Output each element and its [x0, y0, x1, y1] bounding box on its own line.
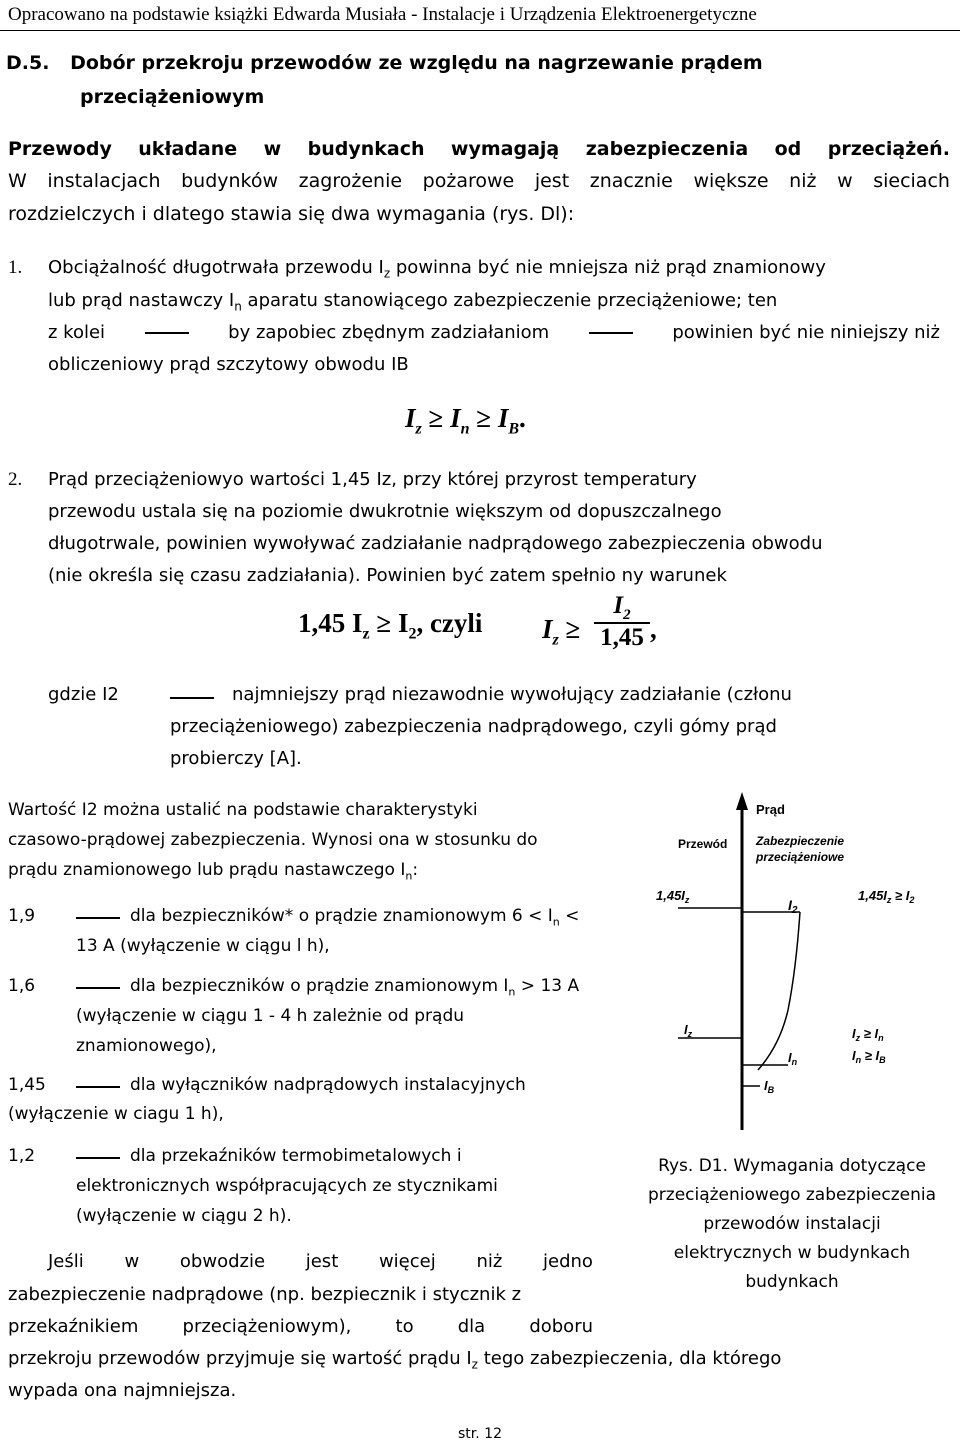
- gdzie-line-3: probierczy [A].: [170, 748, 302, 769]
- closing-line-2: zabezpieczenie nadprądowe (np. bezpiecznik i stycznik z: [8, 1284, 522, 1305]
- formula-iz-in-ib: $I_z \ge I_n \ge I_B$.: [405, 403, 526, 438]
- item-line: dla bezpieczników* o prądzie znamionowym $6 < I_n$ <: [130, 906, 580, 929]
- formula-czyli-lhs: $I_z$ ≥: [542, 614, 581, 649]
- req1-number: 1.: [8, 257, 23, 278]
- item-value: 1,45: [8, 1075, 46, 1095]
- intro-line-1: Przewody układane w budynkach wymagają zabezpieczenia od przeciążeń.: [8, 138, 950, 160]
- bracket-curve: [758, 912, 800, 1070]
- cond-in-ib: $I_n \ge I_B$: [852, 1048, 886, 1065]
- formula-145-iz: 1,45 $I_z \ge I_2$, czyli: [298, 608, 483, 643]
- formula-end: ,: [650, 614, 657, 644]
- req2-line-2: przewodu ustala się na poziomie dwukrotnie większym od dopuszczalnego: [48, 501, 722, 522]
- column-przewod: Przewód: [678, 837, 728, 851]
- page-number: str. 12: [458, 1426, 502, 1442]
- em-dash: [76, 1157, 120, 1159]
- label-iz: $I_z$: [684, 1022, 693, 1039]
- column-zabezpieczenie-2: przeciążeniowe: [756, 850, 845, 864]
- item-line: (wyłączenie w ciągu 1 - 4 h zależnie od prądu: [76, 1006, 465, 1026]
- closing-line-5: wypada ona najmniejsza.: [8, 1380, 237, 1401]
- req1-line-1: Obciążalność długotrwała przewodu $I_z$ powinna być nie mniejsza niż prąd znamionowy: [48, 257, 826, 281]
- em-dash: [76, 987, 120, 989]
- gdzie-line-2: przeciążeniowego) zabezpieczenia nadprądowego, czyli gómy prąd: [170, 716, 777, 737]
- section-title-line2: przeciążeniowym: [80, 86, 265, 108]
- req1-line-2: lub prąd nastawczy $I_n$ aparatu stanowiącego zabezpieczenie przeciążeniowe; ten: [48, 290, 778, 314]
- em-dash: [76, 917, 120, 919]
- running-header: Opracowano na podstawie książki Edwarda Musiała - Instalacje i Urządzenia Elektroenergetyczne: [8, 4, 757, 25]
- item-line: (wyłączenie w ciągu 2 h).: [76, 1206, 292, 1226]
- section-heading: [6, 52, 763, 74]
- column-zabezpieczenie-1: Zabezpieczenie: [756, 834, 845, 848]
- req2-line-3: długotrwale, powinien wywoływać zadziałanie nadprądowego zabezpieczenia obwodu: [48, 533, 823, 554]
- intro-line-3: rozdzielczych i dlatego stawia się dwa wymagania (rys. Dl):: [8, 203, 575, 225]
- item-value: 1,6: [8, 976, 36, 996]
- req2-number: 2.: [8, 469, 23, 490]
- intro-line-2: W instalacjach budynków zagrożenie pożarowe jest znacznie większe niż w sieciach: [8, 170, 950, 192]
- axis-arrow-icon: [736, 792, 748, 810]
- item-value: 1,9: [8, 906, 36, 926]
- fraction-numerator: $I_2$: [613, 592, 631, 623]
- closing-line-3: przekaźnikiem przeciążeniowym), to dla doboru: [8, 1316, 593, 1337]
- item-value: 1,2: [8, 1146, 36, 1166]
- header-rule: [0, 30, 960, 31]
- figure-caption: Rys. D1. Wymagania dotyczące przeciążeniowego zabezpieczenia przewodów instalacji elektrycznych w budynkach budynkach: [647, 1156, 937, 1292]
- closing-line-1: Jeśli w obwodzie jest więcej niż jedno: [48, 1251, 593, 1272]
- fraction: [594, 592, 650, 652]
- cond-145iz-i2: $1,45I_z \ge I_2$: [858, 888, 915, 905]
- wartosc-line-3: prądu znamionowego lub prądu nastawczego $I_n$:: [8, 860, 419, 883]
- item-line: elektronicznych współpracujących ze stycznikami: [76, 1176, 498, 1196]
- item-line: (wyłączenie w ciagu 1 h),: [8, 1104, 224, 1124]
- section-title-line1: Dobór przekroju przewodów ze względu na nagrzewanie prądem: [70, 52, 763, 74]
- wartosc-line-1: Wartość I2 można ustalić na podstawie charakterystyki: [8, 800, 478, 820]
- label-i2: $I_2$: [788, 897, 798, 916]
- req1-line-3: z kolei by zapobiec zbędnym zadziałaniom powinien być nie niniejszy niż: [48, 322, 940, 343]
- em-dash: [170, 697, 214, 699]
- item-line: znamionowego),: [76, 1036, 217, 1056]
- em-dash: [76, 1086, 120, 1088]
- item-line: dla bezpieczników o prądzie znamionowym $I_n > 13$ A: [130, 976, 580, 999]
- fraction-denominator: 1,45: [594, 622, 650, 652]
- axis-label: Prąd: [756, 802, 785, 817]
- em-dash: [589, 332, 633, 334]
- figure-requirements-diagram: [648, 790, 960, 1136]
- cond-iz-in: $I_z \ge I_n$: [852, 1026, 884, 1043]
- label-ib: $I_B$: [764, 1078, 775, 1095]
- gdzie-line-1: najmniejszy prąd niezawodnie wywołujący zadziałanie (członu: [232, 684, 792, 705]
- label-in: $I_n$: [788, 1050, 798, 1067]
- req2-line-1: Prąd przeciążeniowyo wartości 1,45 Iz, przy której przyrost temperatury: [48, 469, 697, 490]
- closing-line-4: przekroju przewodów przyjmuje się wartość prądu $I_z$ tego zabezpieczenia, dla którego: [8, 1348, 782, 1372]
- req2-line-4: (nie określa się czasu zadziałania). Powinien być zatem spełnio ny warunek: [48, 565, 727, 586]
- wartosc-line-2: czasowo-prądowej zabezpieczenia. Wynosi ona w stosunku do: [8, 830, 538, 850]
- em-dash: [145, 332, 189, 334]
- req1-line-4: obliczeniowy prąd szczytowy obwodu IB: [48, 354, 409, 375]
- label-145iz: $1,45I_z$: [656, 888, 690, 905]
- item-line: dla przekaźników termobimetalowych i: [130, 1146, 462, 1166]
- section-number: D.5.: [6, 52, 50, 74]
- item-line: dla wyłączników nadprądowych instalacyjnych: [130, 1075, 526, 1095]
- item-line: 13 A (wyłączenie w ciągu l h),: [76, 936, 330, 956]
- gdzie-label: gdzie I2: [48, 684, 119, 705]
